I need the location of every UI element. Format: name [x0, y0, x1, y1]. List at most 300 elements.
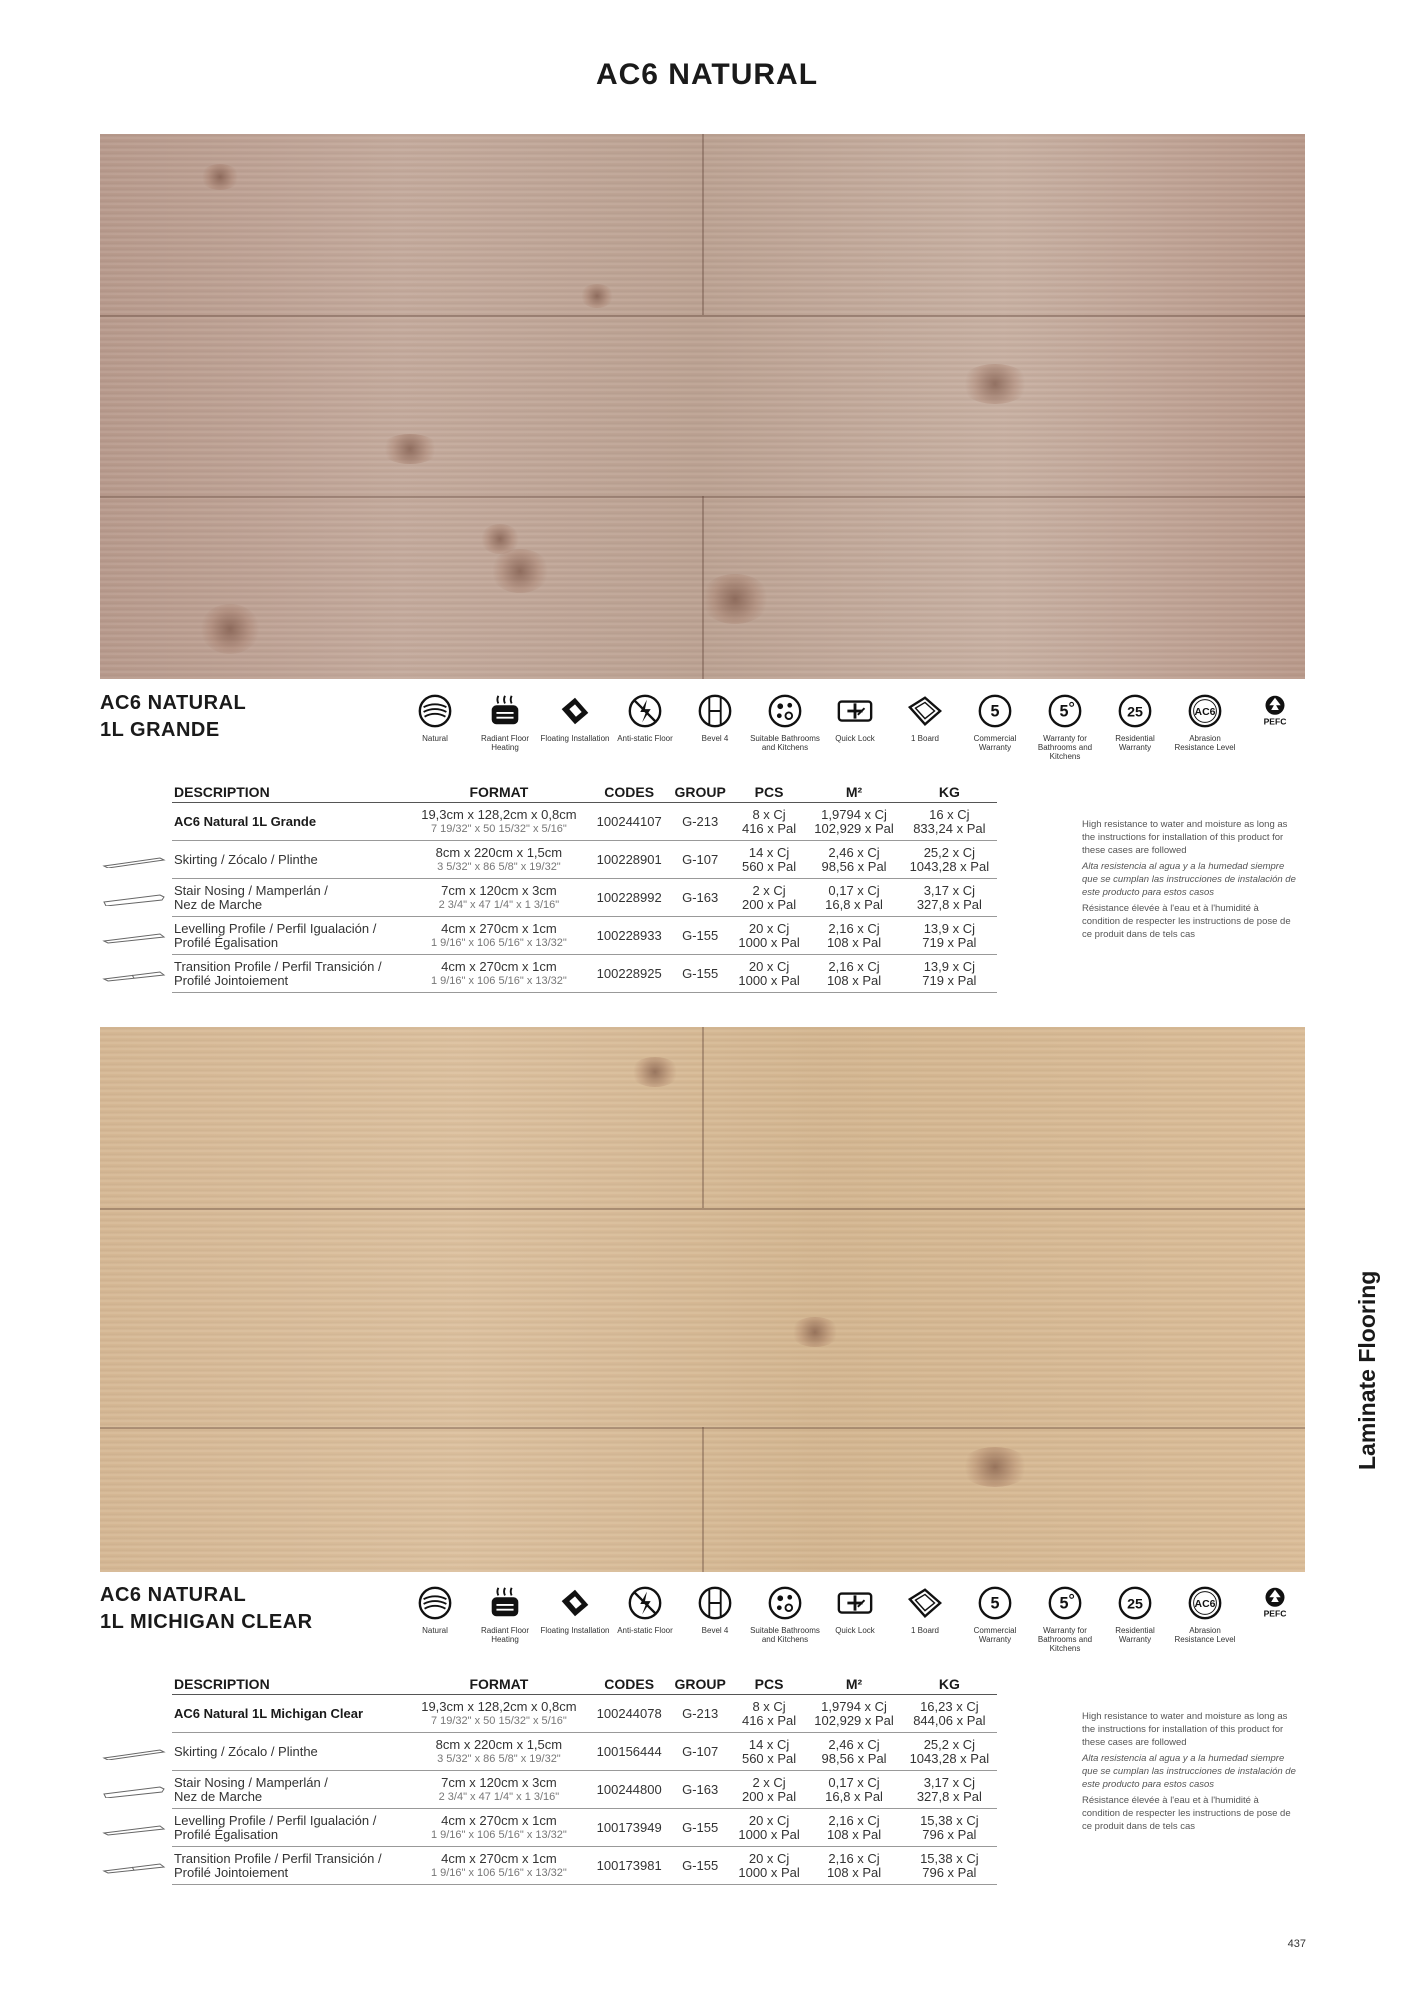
format-inches: 7 19/32" x 50 15/32" x 5/16": [430, 1714, 567, 1727]
wood-knot: [700, 574, 770, 624]
icon-label: Commercial Warranty: [973, 734, 1017, 752]
row-m2: [806, 917, 901, 955]
product-name-michigan-clear: [100, 1582, 313, 1636]
col-kg: KG: [902, 782, 997, 803]
transition-profile-icon: [102, 968, 166, 982]
pcs-pallet: 560 x Pal: [741, 1750, 797, 1766]
feature-abrasion-level: [1170, 1584, 1240, 1653]
m2-pallet: 16,8 x Pal: [825, 1788, 883, 1804]
row-group: G-213: [669, 803, 732, 841]
pcs-box: 20 x Cj: [748, 1812, 790, 1828]
row-kg: [902, 803, 997, 841]
kg-pallet: 1043,28 x Pal: [909, 1750, 990, 1766]
table-row: [172, 1809, 997, 1847]
col-format: FORMAT: [408, 782, 590, 803]
table-row: [172, 955, 997, 993]
kg-pallet: 833,24 x Pal: [913, 820, 986, 836]
floor-photo-grande: [100, 134, 1305, 679]
skirting-profile-icon: [102, 854, 166, 868]
icon-label: 1 Board: [910, 1626, 940, 1635]
kg-pallet: 327,8 x Pal: [916, 1788, 982, 1804]
badge-text: 25: [1127, 704, 1143, 721]
stair-nosing-profile-icon: [102, 1784, 166, 1798]
row-m2: [806, 803, 901, 841]
badge-text: 5: [1059, 702, 1069, 721]
row-m2: [806, 1847, 901, 1885]
format-inches: 1 9/16" x 106 5/16" x 13/32": [430, 1866, 567, 1879]
row-description: Skirting / Zócalo / Plinthe: [172, 1733, 408, 1771]
format-cm: 8cm x 220cm x 1,5cm: [435, 844, 563, 860]
m2-pallet: 98,56 x Pal: [821, 1750, 887, 1766]
badge-text: PEFC: [1263, 1608, 1287, 1619]
desc-line1: Transition Profile / Perfil Transición /: [174, 958, 382, 974]
col-pcs: PCS: [732, 782, 807, 803]
feature-residential-warranty: [1100, 1584, 1170, 1653]
plank-seam: [702, 134, 704, 315]
feature-one-board: [890, 1584, 960, 1653]
note-es: Alta resistencia al agua y a la humedad siempre que se cumplan las instrucciones de instalación de este producto para estos casos: [1082, 861, 1296, 898]
wood-knot: [960, 1447, 1030, 1487]
table-row: [172, 1771, 997, 1809]
row-format: [408, 1847, 590, 1885]
floating-installation-icon: [556, 692, 594, 730]
pcs-box: 8 x Cj: [752, 806, 786, 822]
feature-anti-static: [610, 692, 680, 761]
floor-photo-michigan-clear: [100, 1027, 1305, 1572]
kg-box: 15,38 x Cj: [920, 1850, 979, 1866]
moisture-note-michigan-clear: [1082, 1710, 1297, 1836]
pcs-pallet: 560 x Pal: [741, 858, 797, 874]
desc-line1: Transition Profile / Perfil Transición /: [174, 1850, 382, 1866]
table-row: [172, 841, 997, 879]
feature-warranty-bathrooms: [1030, 1584, 1100, 1653]
row-code: 100173981: [590, 1847, 669, 1885]
format-cm: 4cm x 270cm x 1cm: [441, 1812, 557, 1828]
kg-pallet: 1043,28 x Pal: [909, 858, 990, 874]
desc-line2: Profilé Jointoiement: [174, 972, 289, 988]
row-group: G-213: [669, 1695, 732, 1733]
table-header-row: [172, 782, 997, 803]
col-m2: M²: [806, 782, 901, 803]
icon-label: Quick Lock: [835, 734, 875, 743]
row-pcs: [732, 1771, 807, 1809]
row-code: 100228933: [590, 917, 669, 955]
wood-knot: [200, 164, 240, 190]
m2-pallet: 98,56 x Pal: [821, 858, 887, 874]
format-inches: 1 9/16" x 106 5/16" x 13/32": [430, 1828, 567, 1841]
row-format: [408, 1733, 590, 1771]
feature-radiant-heating: [470, 1584, 540, 1653]
desc-line1: Stair Nosing / Mamperlán /: [174, 1774, 328, 1790]
row-pcs: [732, 917, 807, 955]
wood-knot: [580, 284, 614, 308]
m2-box: 0,17 x Cj: [828, 1774, 880, 1790]
row-pcs: [732, 1733, 807, 1771]
product-name-grande: [100, 690, 246, 744]
desc-line1: Stair Nosing / Mamperlán /: [174, 882, 328, 898]
pcs-box: 2 x Cj: [752, 882, 786, 898]
feature-floating: [540, 1584, 610, 1653]
pcs-box: 2 x Cj: [752, 1774, 786, 1790]
m2-box: 2,16 x Cj: [828, 958, 880, 974]
feature-abrasion-level: [1170, 692, 1240, 761]
format-cm: 19,3cm x 128,2cm x 0,8cm: [421, 806, 577, 822]
pefc-icon: [1256, 1584, 1294, 1622]
row-format: [408, 1771, 590, 1809]
stair-nosing-profile-icon: [102, 892, 166, 906]
table-row: [172, 803, 997, 841]
page-number: 437: [1287, 1938, 1306, 1950]
row-format: [408, 955, 590, 993]
feature-icons-grande: [400, 692, 1310, 761]
format-inches: 3 5/32" x 86 5/8" x 19/32": [437, 860, 561, 873]
desc-line2: Profilé Égalisation: [174, 1826, 279, 1842]
feature-commercial-warranty: [960, 692, 1030, 761]
feature-bathrooms-kitchens: [750, 1584, 820, 1653]
kg-pallet: 796 x Pal: [922, 1826, 977, 1842]
row-code: 100244078: [590, 1695, 669, 1733]
suitable-bathrooms-kitchens-icon: [766, 692, 804, 730]
m2-pallet: 16,8 x Pal: [825, 896, 883, 912]
feature-floating: [540, 692, 610, 761]
feature-radiant-heating: [470, 692, 540, 761]
quick-lock-icon: [836, 1584, 874, 1622]
pcs-pallet: 416 x Pal: [741, 820, 797, 836]
icon-label: Suitable Bathrooms and Kitchens: [750, 734, 820, 752]
m2-pallet: 108 x Pal: [826, 1864, 882, 1880]
desc-line2: Profilé Égalisation: [174, 934, 279, 950]
feature-quick-lock: [820, 692, 890, 761]
row-description: [172, 1809, 408, 1847]
pcs-pallet: 1000 x Pal: [738, 972, 800, 988]
note-fr: Résistance élevée à l'eau et à l'humidité à condition de respecter les instructions de pose de ce produit dans de tels cas: [1082, 1795, 1291, 1832]
format-inches: 1 9/16" x 106 5/16" x 13/32": [430, 974, 567, 987]
kg-box: 3,17 x Cj: [923, 882, 975, 898]
row-code: 100228901: [590, 841, 669, 879]
transition-profile-icon: [102, 1860, 166, 1874]
pcs-box: 14 x Cj: [748, 1736, 790, 1752]
feature-one-board: [890, 692, 960, 761]
col-codes: CODES: [590, 782, 669, 803]
floating-installation-icon: [556, 1584, 594, 1622]
spec-table-grande: [172, 782, 997, 993]
kg-pallet: 719 x Pal: [922, 934, 977, 950]
anti-static-floor-icon: [626, 1584, 664, 1622]
bevel-4-icon: [696, 692, 734, 730]
note-fr: Résistance élevée à l'eau et à l'humidité à condition de respecter les instructions de pose de ce produit dans de tels cas: [1082, 903, 1291, 940]
one-board-icon: [906, 692, 944, 730]
kg-box: 13,9 x Cj: [923, 920, 975, 936]
row-m2: [806, 1695, 901, 1733]
icon-label: Commercial Warranty: [973, 1626, 1017, 1644]
col-codes: CODES: [590, 1674, 669, 1695]
page-title: AC6 NATURAL: [595, 58, 819, 91]
icon-label: Abrasion Resistance Level: [1174, 1626, 1236, 1644]
row-description: [172, 955, 408, 993]
feature-bevel-4: [680, 692, 750, 761]
kg-pallet: 719 x Pal: [922, 972, 977, 988]
row-kg: [902, 955, 997, 993]
row-m2: [806, 841, 901, 879]
row-format: [408, 841, 590, 879]
wood-knot: [790, 1317, 840, 1347]
skirting-profile-icon: [102, 1746, 166, 1760]
pcs-pallet: 1000 x Pal: [738, 934, 800, 950]
icon-label: Radiant Floor Heating: [480, 1626, 530, 1644]
natural-icon: [416, 692, 454, 730]
feature-icons-michigan-clear: [400, 1584, 1310, 1653]
row-m2: [806, 1733, 901, 1771]
quick-lock-icon: [836, 692, 874, 730]
row-m2: [806, 879, 901, 917]
format-cm: 4cm x 270cm x 1cm: [441, 958, 557, 974]
m2-pallet: 108 x Pal: [826, 934, 882, 950]
wood-knot: [960, 364, 1030, 404]
col-group: GROUP: [669, 782, 732, 803]
bevel-4-icon: [696, 1584, 734, 1622]
feature-pefc: [1240, 692, 1310, 761]
row-pcs: [732, 955, 807, 993]
warranty-bathrooms-kitchens-icon: [1046, 692, 1084, 730]
kg-box: 13,9 x Cj: [923, 958, 975, 974]
row-group: G-107: [669, 1733, 732, 1771]
note-en: High resistance to water and moisture as long as the instructions for installation of this product for these cases are followed: [1082, 819, 1288, 856]
row-pcs: [732, 879, 807, 917]
col-kg: KG: [902, 1674, 997, 1695]
desc-line2: Profilé Jointoiement: [174, 1864, 289, 1880]
pcs-box: 8 x Cj: [752, 1698, 786, 1714]
badge-text: 5: [990, 702, 1000, 721]
icon-label: 1 Board: [910, 734, 940, 743]
kg-box: 16 x Cj: [929, 806, 970, 822]
row-pcs: [732, 803, 807, 841]
plank-seam: [702, 1427, 704, 1572]
row-code: 100228925: [590, 955, 669, 993]
m2-box: 1,9794 x Cj: [821, 1698, 887, 1714]
residential-warranty-icon: [1116, 692, 1154, 730]
row-m2: [806, 955, 901, 993]
moisture-note-grande: [1082, 818, 1297, 944]
feature-natural: [400, 692, 470, 761]
badge-text: 5: [1059, 1594, 1069, 1613]
row-kg: [902, 1695, 997, 1733]
product-name-line1: AC6 NATURAL: [100, 692, 247, 714]
row-kg: [902, 879, 997, 917]
row-format: [408, 1809, 590, 1847]
anti-static-floor-icon: [626, 692, 664, 730]
plank-seam: [100, 1208, 1305, 1210]
format-inches: 2 3/4" x 47 1/4" x 1 3/16": [438, 1790, 560, 1803]
abrasion-resistance-icon: [1186, 1584, 1224, 1622]
icon-label: Floating Installation: [540, 1626, 610, 1635]
icon-label: Residential Warranty: [1115, 734, 1155, 752]
pcs-pallet: 200 x Pal: [741, 896, 797, 912]
kg-box: 16,23 x Cj: [920, 1698, 979, 1714]
row-format: [408, 917, 590, 955]
col-group: GROUP: [669, 1674, 732, 1695]
format-cm: 19,3cm x 128,2cm x 0,8cm: [421, 1698, 577, 1714]
format-cm: 7cm x 120cm x 3cm: [441, 882, 557, 898]
row-code: 100244107: [590, 803, 669, 841]
format-cm: 7cm x 120cm x 3cm: [441, 1774, 557, 1790]
m2-pallet: 102,929 x Pal: [814, 1712, 894, 1728]
spec-table-michigan-clear: [172, 1674, 997, 1885]
icon-label: Bevel 4: [701, 734, 729, 743]
feature-bathrooms-kitchens: [750, 692, 820, 761]
format-inches: 1 9/16" x 106 5/16" x 13/32": [430, 936, 567, 949]
row-group: G-163: [669, 879, 732, 917]
note-en: High resistance to water and moisture as long as the instructions for installation of this product for these cases are followed: [1082, 1711, 1288, 1748]
pefc-icon: [1256, 692, 1294, 730]
row-description: [172, 879, 408, 917]
feature-natural: [400, 1584, 470, 1653]
row-group: G-155: [669, 917, 732, 955]
icon-label: Anti-static Floor: [617, 734, 673, 743]
note-es: Alta resistencia al agua y a la humedad siempre que se cumplan las instrucciones de instalación de este producto para estos casos: [1082, 1753, 1296, 1790]
row-description: AC6 Natural 1L Grande: [172, 803, 408, 841]
m2-box: 2,46 x Cj: [828, 844, 880, 860]
row-code: 100228992: [590, 879, 669, 917]
row-m2: [806, 1809, 901, 1847]
feature-residential-warranty: [1100, 692, 1170, 761]
kg-pallet: 844,06 x Pal: [913, 1712, 986, 1728]
m2-pallet: 108 x Pal: [826, 972, 882, 988]
kg-box: 3,17 x Cj: [923, 1774, 975, 1790]
commercial-warranty-icon: [976, 1584, 1014, 1622]
col-pcs: PCS: [732, 1674, 807, 1695]
row-code: 100244800: [590, 1771, 669, 1809]
pcs-pallet: 416 x Pal: [741, 1712, 797, 1728]
format-inches: 3 5/32" x 86 5/8" x 19/32": [437, 1752, 561, 1765]
pcs-box: 20 x Cj: [748, 958, 790, 974]
section-side-label: Laminate Flooring: [1354, 1270, 1380, 1470]
badge-text: 5: [990, 1594, 1000, 1613]
table-header-row: [172, 1674, 997, 1695]
kg-box: 25,2 x Cj: [923, 1736, 975, 1752]
m2-box: 1,9794 x Cj: [821, 806, 887, 822]
icon-label: Natural: [422, 1626, 448, 1635]
icon-label: Quick Lock: [835, 1626, 875, 1635]
row-kg: [902, 917, 997, 955]
row-description: [172, 917, 408, 955]
badge-text: PEFC: [1263, 716, 1287, 727]
m2-pallet: 102,929 x Pal: [814, 820, 894, 836]
m2-box: 2,16 x Cj: [828, 1850, 880, 1866]
desc-line1: Levelling Profile / Perfil Igualación /: [174, 920, 377, 936]
col-description: DESCRIPTION: [172, 782, 408, 803]
table-row: [172, 879, 997, 917]
m2-box: 2,46 x Cj: [828, 1736, 880, 1752]
format-cm: 8cm x 220cm x 1,5cm: [435, 1736, 563, 1752]
pcs-pallet: 200 x Pal: [741, 1788, 797, 1804]
feature-pefc: [1240, 1584, 1310, 1653]
m2-pallet: 108 x Pal: [826, 1826, 882, 1842]
row-code: 100156444: [590, 1733, 669, 1771]
icon-label: Floating Installation: [540, 734, 610, 743]
icon-label: Radiant Floor Heating: [480, 734, 530, 752]
pcs-pallet: 1000 x Pal: [738, 1826, 800, 1842]
table-row: [172, 917, 997, 955]
icon-label: Abrasion Resistance Level: [1174, 734, 1236, 752]
m2-box: 2,16 x Cj: [828, 1812, 880, 1828]
row-kg: [902, 841, 997, 879]
feature-warranty-bathrooms: [1030, 692, 1100, 761]
row-pcs: [732, 1847, 807, 1885]
levelling-profile-icon: [102, 1822, 166, 1836]
pcs-box: 20 x Cj: [748, 920, 790, 936]
wood-knot: [380, 434, 440, 464]
row-group: G-155: [669, 955, 732, 993]
feature-commercial-warranty: [960, 1584, 1030, 1653]
row-kg: [902, 1733, 997, 1771]
table-row: [172, 1695, 997, 1733]
icon-label: Natural: [422, 734, 448, 743]
feature-quick-lock: [820, 1584, 890, 1653]
feature-anti-static: [610, 1584, 680, 1653]
row-description: [172, 1847, 408, 1885]
col-format: FORMAT: [408, 1674, 590, 1695]
product-name-line1: AC6 NATURAL: [100, 1584, 247, 1606]
product-name-line2: 1L MICHIGAN CLEAR: [100, 1611, 313, 1633]
levelling-profile-icon: [102, 930, 166, 944]
product-name-line2: 1L GRANDE: [100, 719, 220, 741]
one-board-icon: [906, 1584, 944, 1622]
radiant-floor-heating-icon: [486, 1584, 524, 1622]
row-kg: [902, 1771, 997, 1809]
kg-pallet: 796 x Pal: [922, 1864, 977, 1880]
radiant-floor-heating-icon: [486, 692, 524, 730]
desc-line1: Levelling Profile / Perfil Igualación /: [174, 1812, 377, 1828]
badge-text: AC6: [1194, 1598, 1216, 1610]
badge-text: 25: [1127, 1596, 1143, 1613]
pcs-box: 14 x Cj: [748, 844, 790, 860]
feature-bevel-4: [680, 1584, 750, 1653]
format-cm: 4cm x 270cm x 1cm: [441, 1850, 557, 1866]
pcs-pallet: 1000 x Pal: [738, 1864, 800, 1880]
row-format: [408, 1695, 590, 1733]
row-group: G-163: [669, 1771, 732, 1809]
icon-label: Anti-static Floor: [617, 1626, 673, 1635]
desc-line2: Nez de Marche: [174, 1788, 263, 1804]
row-format: [408, 879, 590, 917]
row-kg: [902, 1847, 997, 1885]
plank-seam: [702, 1027, 704, 1208]
table-row: [172, 1847, 997, 1885]
icon-label: Residential Warranty: [1115, 1626, 1155, 1644]
wood-knot: [630, 1057, 680, 1087]
suitable-bathrooms-kitchens-icon: [766, 1584, 804, 1622]
wood-knot: [490, 549, 550, 593]
format-inches: 2 3/4" x 47 1/4" x 1 3/16": [438, 898, 560, 911]
row-description: Skirting / Zócalo / Plinthe: [172, 841, 408, 879]
natural-icon: [416, 1584, 454, 1622]
table-row: [172, 1733, 997, 1771]
kg-box: 25,2 x Cj: [923, 844, 975, 860]
commercial-warranty-icon: [976, 692, 1014, 730]
kg-box: 15,38 x Cj: [920, 1812, 979, 1828]
icon-label: Suitable Bathrooms and Kitchens: [750, 1626, 820, 1644]
col-m2: M²: [806, 1674, 901, 1695]
wood-knot: [200, 604, 260, 654]
plank-seam: [100, 315, 1305, 317]
row-format: [408, 803, 590, 841]
row-code: 100173949: [590, 1809, 669, 1847]
icon-label: Warranty for Bathrooms and Kitchens: [1037, 1626, 1093, 1653]
abrasion-resistance-icon: [1186, 692, 1224, 730]
row-pcs: [732, 1809, 807, 1847]
badge-text: AC6: [1194, 706, 1216, 718]
kg-pallet: 327,8 x Pal: [916, 896, 982, 912]
